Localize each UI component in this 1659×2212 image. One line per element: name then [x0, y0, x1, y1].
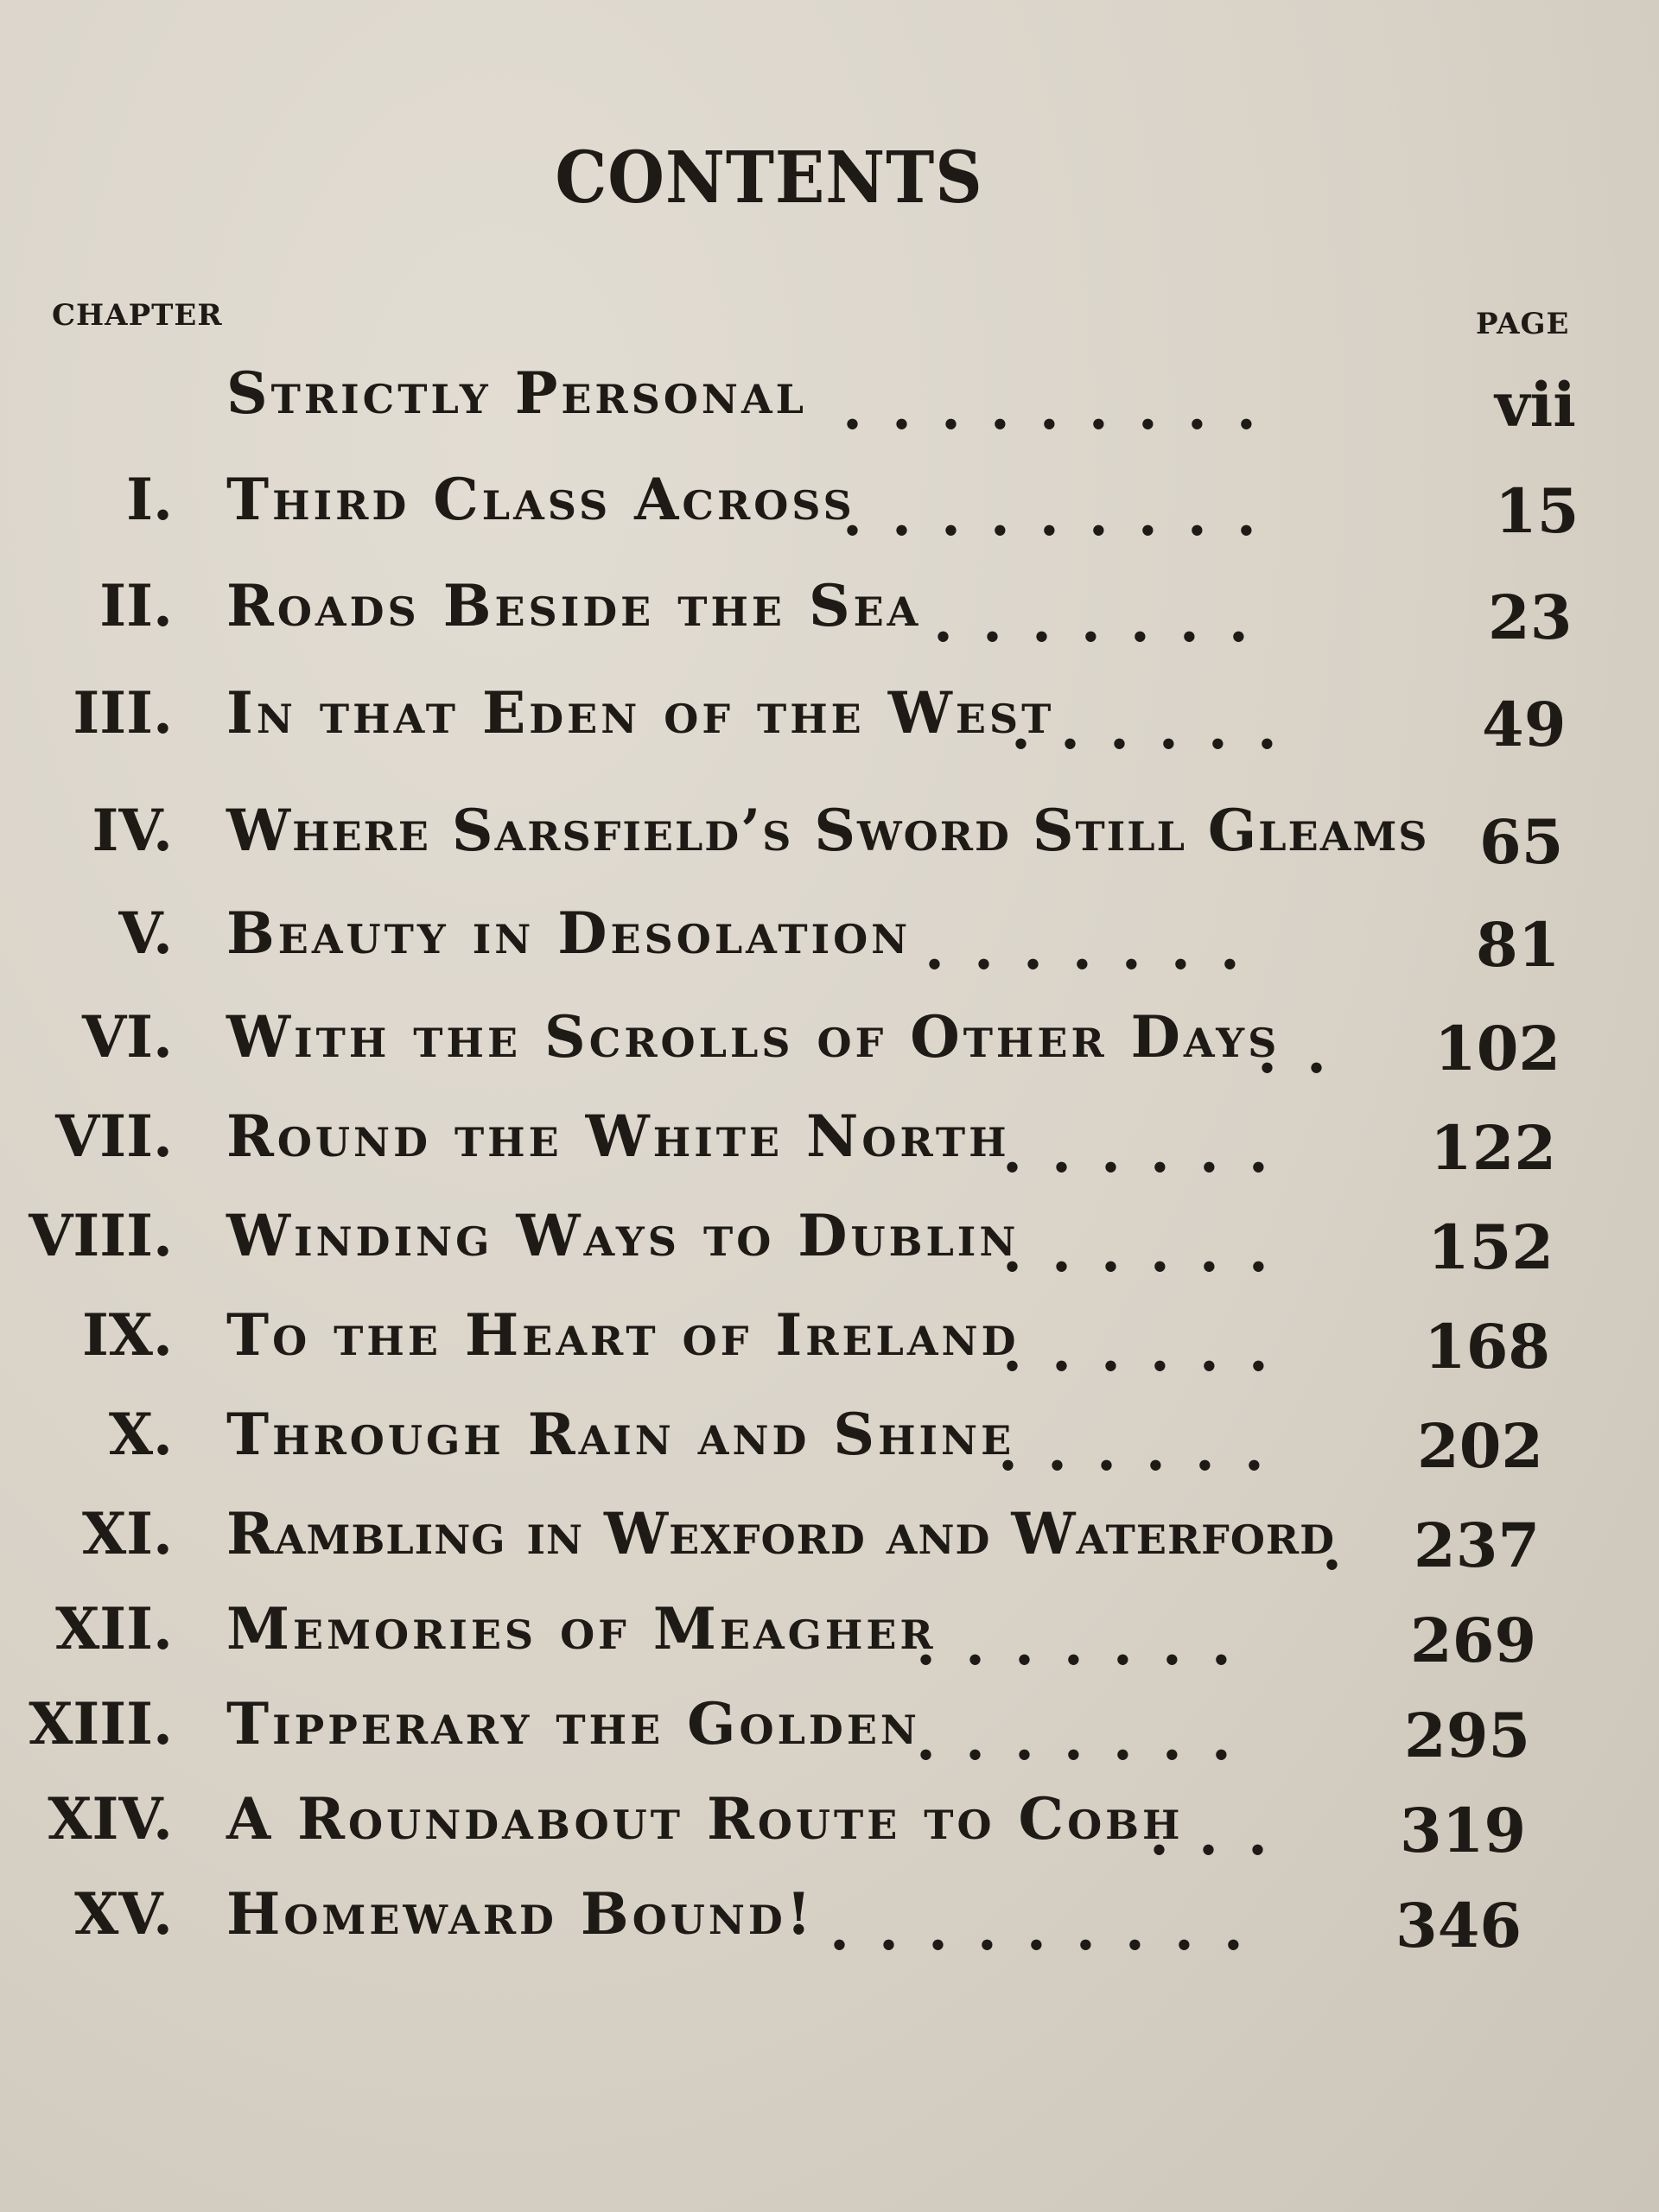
chapter-number: IX. — [81, 1301, 173, 1369]
chapter-number: XIV. — [48, 1785, 173, 1853]
chapter-number: II. — [99, 572, 173, 639]
chapter-title: Tipperary the Golden — [226, 1690, 920, 1758]
toc-entry — [0, 1581, 1659, 1676]
page-number: 102 — [1434, 1013, 1561, 1084]
toc-entry — [0, 558, 1659, 653]
page-number: 237 — [1414, 1510, 1541, 1581]
toc-entry — [0, 1866, 1659, 1961]
chapter-title: Third Class Across — [226, 466, 855, 533]
page-number: 49 — [1482, 689, 1567, 760]
page-number: 65 — [1479, 806, 1564, 878]
page-number: 152 — [1427, 1211, 1554, 1283]
toc-entry — [0, 1771, 1659, 1866]
chapter-number: XI. — [81, 1500, 173, 1567]
page-column-header: PAGE — [1476, 307, 1570, 341]
toc-entry — [0, 1387, 1659, 1482]
chapter-number: XIII. — [29, 1690, 173, 1758]
page-number: 295 — [1404, 1700, 1531, 1771]
leader-dots: ...... — [1002, 1118, 1298, 1185]
chapter-number: VI. — [81, 1003, 173, 1071]
page-number: 168 — [1424, 1311, 1551, 1382]
leader-dots: ....... — [933, 588, 1278, 655]
chapter-number: V. — [118, 899, 173, 967]
toc-entry — [0, 1287, 1659, 1382]
chapter-number: X. — [108, 1401, 173, 1468]
chapter-title: Where Sarsfield’s Sword Still Gleams — [226, 797, 1429, 864]
toc-entry — [0, 665, 1659, 760]
leader-dots: ...... — [998, 1416, 1294, 1484]
chapter-title: Strictly Personal — [226, 359, 807, 427]
leader-dots: ......... — [842, 481, 1286, 549]
page-title: CONTENTS — [555, 137, 983, 219]
chapter-number: VII. — [55, 1103, 173, 1170]
toc-entry — [0, 452, 1659, 547]
page-number: 202 — [1417, 1410, 1544, 1482]
page-number: 23 — [1488, 582, 1573, 653]
leader-dots: ...... — [1011, 695, 1306, 762]
page-number: 122 — [1430, 1112, 1557, 1184]
chapter-title: Beauty in Desolation — [226, 899, 912, 967]
chapter-title: Through Rain and Shine — [226, 1401, 1015, 1468]
chapter-number: IV. — [92, 797, 173, 864]
chapter-title: In that Eden of the West — [226, 679, 1055, 747]
leader-dots: ...... — [1002, 1317, 1298, 1384]
toc-entry — [0, 1486, 1659, 1581]
chapter-number: III. — [73, 679, 173, 747]
chapter-number: I. — [126, 466, 173, 533]
leader-dots: ......... — [830, 1896, 1273, 1963]
chapter-title: Rambling in Wexford and Waterford — [226, 1500, 1336, 1567]
chapter-title: A Roundabout Route to Cobh — [226, 1785, 1184, 1853]
toc-entry — [0, 989, 1659, 1084]
chapter-number: VIII. — [29, 1202, 173, 1269]
leader-dots: .. — [1257, 1019, 1356, 1086]
chapter-column-header: CHAPTER — [52, 298, 223, 333]
leader-dots: . — [1322, 1516, 1371, 1583]
chapter-title: With the Scrolls of Other Days — [226, 1003, 1281, 1071]
toc-entry — [0, 783, 1659, 878]
leader-dots: ...... — [1002, 1217, 1298, 1285]
toc-entry — [0, 346, 1659, 441]
chapter-title: To the Heart of Ireland — [226, 1301, 1020, 1369]
chapter-title: Winding Ways to Dublin — [226, 1202, 1020, 1269]
leader-dots: ... — [1149, 1801, 1297, 1868]
leader-dots: ....... — [925, 915, 1269, 982]
chapter-title: Homeward Bound! — [226, 1880, 815, 1948]
chapter-number: XV. — [74, 1880, 173, 1948]
toc-entry — [0, 1188, 1659, 1283]
leader-dots: ....... — [916, 1611, 1261, 1678]
chapter-number: XII. — [55, 1595, 173, 1662]
chapter-title: Memories of Meagher — [226, 1595, 937, 1662]
page-number: 319 — [1400, 1795, 1527, 1866]
page-number: 346 — [1395, 1890, 1522, 1961]
page-number: 81 — [1476, 909, 1560, 981]
chapter-title: Round the White North — [226, 1103, 1010, 1170]
toc-entry — [0, 1676, 1659, 1771]
leader-dots: ....... — [916, 1706, 1261, 1773]
table-of-contents — [0, 346, 1659, 2031]
page-number: 15 — [1495, 475, 1580, 547]
chapter-title: Roads Beside the Sea — [226, 572, 922, 639]
toc-entry — [0, 1089, 1659, 1184]
toc-entry — [0, 886, 1659, 981]
leader-dots: ......... — [842, 375, 1286, 442]
page-number: vii — [1495, 369, 1576, 441]
page-number: 269 — [1410, 1605, 1537, 1676]
